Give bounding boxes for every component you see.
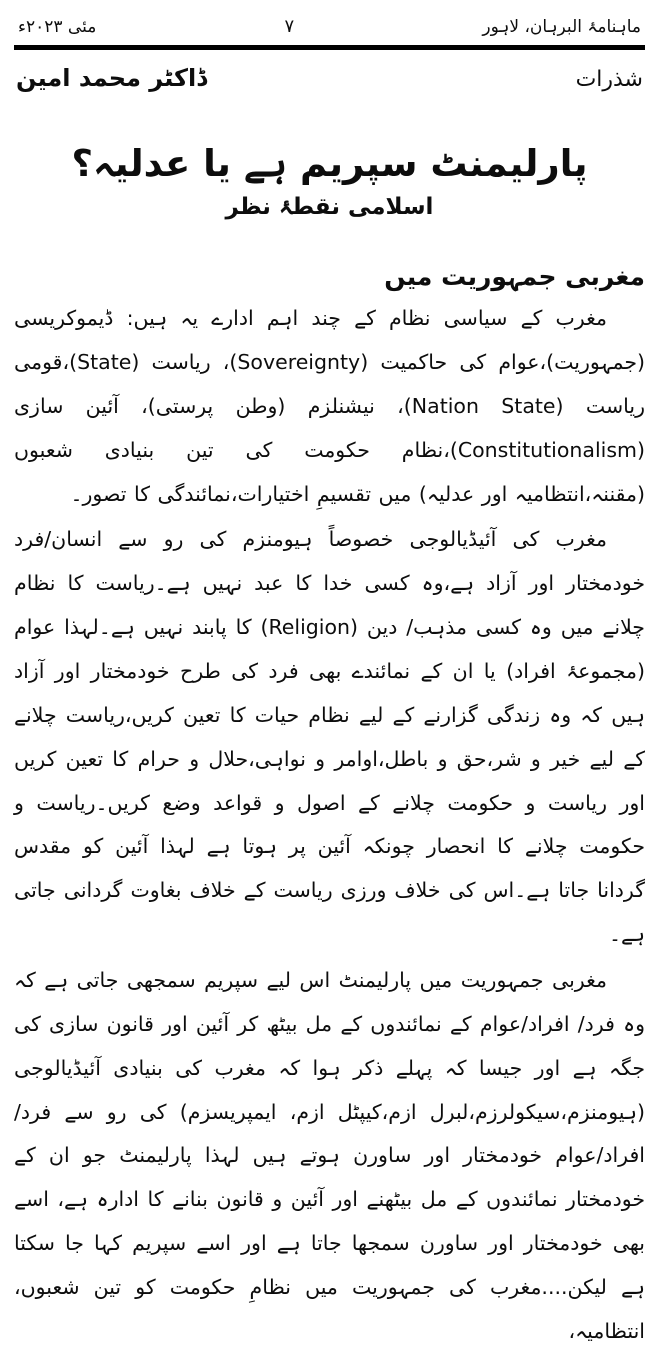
byline-row [14, 60, 645, 96]
paragraph-parliament-supremacy: مغربی جمہوریت میں پارلیمنٹ اس لیے سپریم سمجھی جاتی ہے کہ وہ فرد/ افراد/عوام کے نمائندوں کے مل بیٹھ کر آئین اور قانون سازی کی جگہ ہے اور جیسا کہ پہلے ذکر ہوا کہ مغرب کی بنیادی آئیڈیالوجی (ہیومنزم،سیکولرزم،لبرل ازم،کیپٹل ازم، ایمپریسزم) کی رو سے فرد/ افراد/عوام خودمختار اور ساورن ہوتے ہیں لہذا پارلیمنٹ جو ان کے خودمختار نمائندوں کے مل بیٹھنے اور آئین و قانون بنانے کا ادارہ ہے، اسے بھی خودمختار اور ساورن سمجھا جاتا ہے اور اسے سپریم کہا جا سکتا ہے لیکن....مغرب کی جمہوریت میں نظامِ حکومت کو تین شعبوں، انتظامیہ، [14, 967, 645, 1343]
issue-date: مئی ۲۰۲۳ء [18, 17, 97, 37]
article-subtitle: اسلامی نقطۂ نظر [225, 194, 434, 221]
header-rule [14, 45, 645, 50]
paragraph-western-institutions: مغرب کے سیاسی نظام کے چند اہم ادارے یہ ہیں: ڈیموکریسی (جمہوریت)،عوام کی حاکمیت (Sovereignty)، ریاست (State)،قومی ریاست (Nation State)، نیشنلزم (وطن پرستی)، آئین سازی (Constitutionalism)،نظام حکومت کی تین بنیادی شعبوں (مقننہ،انتظامیہ اور عدلیہ) میں تقسیمِ اختیارات،نمائندگی کا تصور۔ [14, 306, 646, 506]
paragraph-ideology-humanism: مغرب کی آئیڈیالوجی خصوصاً ہیومنزم کی رو سے انسان/فرد خودمختار اور آزاد ہے،وہ کسی خدا کا عبد نہیں ہے۔ریاست کا نظام چلانے میں وہ کسی مذہب/ دین (Religion) کا پابند نہیں ہے۔لہذا عوام (مجموعۂ افراد) یا ان کے نمائندے بھی فرد کی طرح خودمختار اور آزاد ہیں کہ وہ زندگی گزارنے کے لیے نظام حیات کا تعین کریں،ریاست چلانے کے لیے خیر و شر،حق و باطل،اوامر و نواہی،حلال و حرام کا تعین کریں اور ریاست و حکومت چلانے کے اصول و قواعد وضع کریں۔ریاست و حکومت چلانے کا انحصار چونکہ آئین پر ہوتا ہے لہذا آئین کو مقدس گردانا جاتا ہے۔اس کی خلاف ورزی ریاست کے خلاف بغاوت گردانی جاتی ہے۔ [14, 527, 645, 947]
section-label: شذرات [575, 67, 643, 92]
article-body [14, 297, 645, 1354]
author-name: ڈاکٹر محمد امین [16, 64, 207, 92]
magazine-title: ماہنامۂ البرہان، لاہور [482, 17, 641, 37]
page-number: ۷ [284, 16, 295, 37]
section-heading: مغربی جمہوریت میں [384, 262, 645, 292]
running-header [14, 12, 645, 43]
article-title: پارلیمنٹ سپریم ہے یا عدلیہ؟ [71, 142, 588, 185]
